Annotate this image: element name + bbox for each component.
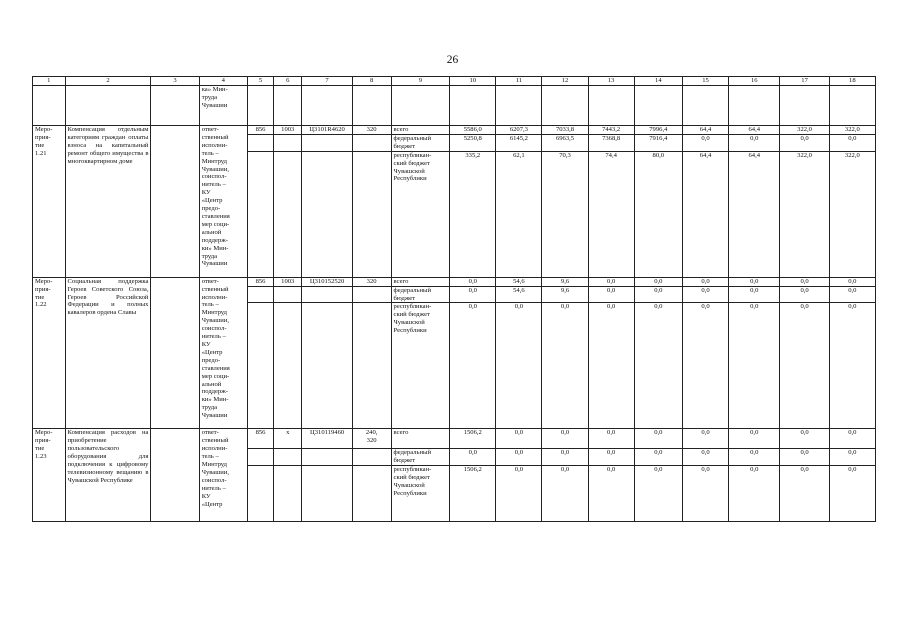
funding-source: федеральный бюджет — [391, 286, 450, 303]
value-cell: 0,0 — [729, 303, 780, 429]
value-cell: 0,0 — [682, 286, 728, 303]
value-cell: 0,0 — [780, 277, 829, 286]
rzpr-code: 1003 — [274, 126, 302, 135]
csr-code: Ц3101R4620 — [302, 126, 352, 135]
measure-label: Меро- прия- тие 1.23 — [33, 429, 66, 522]
value-cell: 0,0 — [634, 429, 682, 449]
measure-executor: ответ- ственный исполни- тель – Минтруд Чувашии, соиспол- нитель – КУ «Центр предо- ставления мер соци- альной поддерж- ки» Мин- труда Чувашии — [199, 126, 247, 278]
value-cell: 0,0 — [634, 466, 682, 522]
funding-source: федеральный бюджет — [391, 134, 450, 151]
value-cell: 5250,8 — [450, 134, 496, 151]
value-cell: 0,0 — [588, 303, 634, 429]
value-cell: 0,0 — [829, 277, 875, 286]
col-header: 3 — [151, 77, 199, 86]
value-cell: 64,4 — [729, 126, 780, 135]
value-cell: 0,0 — [729, 429, 780, 449]
value-cell: 0,0 — [729, 466, 780, 522]
value-cell: 0,0 — [780, 449, 829, 466]
col-header: 8 — [352, 77, 391, 86]
vr-code: 240, 320 — [352, 429, 391, 449]
value-cell: 0,0 — [829, 134, 875, 151]
funding-source: республикан- ский бюджет Чувашской Республики — [391, 466, 450, 522]
measure-name: Компенсация отдельным категориям граждан оплаты взноса на капитальный ремонт общего имущества в многоквартирном доме — [65, 126, 151, 278]
measure-row-total — [33, 126, 876, 135]
value-cell: 0,0 — [634, 449, 682, 466]
value-cell: 0,0 — [729, 134, 780, 151]
value-cell: 0,0 — [780, 286, 829, 303]
col-header: 2 — [65, 77, 151, 86]
col-header: 9 — [391, 77, 450, 86]
value-cell: 7443,2 — [588, 126, 634, 135]
value-cell: 322,0 — [780, 126, 829, 135]
value-cell: 7368,8 — [588, 134, 634, 151]
value-cell: 6963,5 — [542, 134, 588, 151]
value-cell: 1506,2 — [450, 429, 496, 449]
measure-name: Компенсация расходов на приобретение пользовательского оборудования для подключения к цифровому телевизионному вещанию в Чувашской Республике — [65, 429, 151, 522]
page-number: 26 — [446, 54, 459, 66]
column-number-row — [33, 77, 876, 86]
measure-executor: ответ- ственный исполни- тель – Минтруд Чувашии, соиспол- нитель – КУ «Центр — [199, 429, 247, 522]
col-header: 12 — [542, 77, 588, 86]
funding-source: всего — [391, 277, 450, 286]
value-cell: 0,0 — [496, 429, 542, 449]
funding-source: всего — [391, 126, 450, 135]
value-cell: 0,0 — [829, 449, 875, 466]
csr-code: Ц310119460 — [302, 429, 352, 449]
grbs-code: 856 — [247, 126, 273, 135]
value-cell: 0,0 — [682, 277, 728, 286]
rzpr-code: 1003 — [274, 277, 302, 286]
value-cell: 0,0 — [450, 286, 496, 303]
value-cell: 0,0 — [829, 303, 875, 429]
value-cell: 0,0 — [829, 429, 875, 449]
measure-executor: ответ- ственный исполни- тель – Минтруд Чувашии, соиспол- нитель – КУ «Центр предо- ставления мер соци- альной поддерж- ки» Мин- труда Чувашии — [199, 277, 247, 429]
value-cell: 335,2 — [450, 151, 496, 277]
value-cell: 54,6 — [496, 277, 542, 286]
value-cell: 6207,3 — [496, 126, 542, 135]
value-cell: 0,0 — [496, 303, 542, 429]
value-cell: 0,0 — [450, 449, 496, 466]
value-cell: 0,0 — [682, 303, 728, 429]
continuation-executor: ка» Мин- труда Чувашии — [199, 86, 247, 126]
value-cell: 74,4 — [588, 151, 634, 277]
value-cell: 64,4 — [729, 151, 780, 277]
measure-row-total — [33, 429, 876, 449]
value-cell: 0,0 — [682, 429, 728, 449]
value-cell: 0,0 — [682, 466, 728, 522]
col-header: 15 — [682, 77, 728, 86]
value-cell: 0,0 — [588, 286, 634, 303]
value-cell: 7916,4 — [634, 134, 682, 151]
measure-name: Социальная поддержка Героев Советского Союза, Героев Российской Федерации и полных кавалеров ордена Славы — [65, 277, 151, 429]
grbs-code: 856 — [247, 429, 273, 449]
value-cell: 0,0 — [588, 429, 634, 449]
value-cell: 0,0 — [829, 286, 875, 303]
funding-source: республикан- ский бюджет Чувашской Республики — [391, 303, 450, 429]
csr-code: Ц310152520 — [302, 277, 352, 286]
value-cell: 0,0 — [588, 449, 634, 466]
value-cell: 0,0 — [450, 277, 496, 286]
col-header: 6 — [274, 77, 302, 86]
value-cell: 0,0 — [634, 286, 682, 303]
col-header: 4 — [199, 77, 247, 86]
vr-code: 320 — [352, 126, 391, 135]
value-cell: 0,0 — [542, 449, 588, 466]
value-cell: 0,0 — [780, 466, 829, 522]
rzpr-code: x — [274, 429, 302, 449]
value-cell: 0,0 — [729, 277, 780, 286]
measure-label: Меро- прия- тие 1.22 — [33, 277, 66, 429]
continuation-row — [33, 86, 876, 126]
value-cell: 0,0 — [729, 449, 780, 466]
col-header: 14 — [634, 77, 682, 86]
value-cell: 0,0 — [542, 429, 588, 449]
value-cell: 322,0 — [829, 126, 875, 135]
value-cell: 0,0 — [729, 286, 780, 303]
funding-source: федеральный бюджет — [391, 449, 450, 466]
col-header: 5 — [247, 77, 273, 86]
value-cell: 9,6 — [542, 277, 588, 286]
col-header: 11 — [496, 77, 542, 86]
value-cell: 0,0 — [634, 303, 682, 429]
value-cell: 0,0 — [450, 303, 496, 429]
measure-row-total — [33, 277, 876, 286]
value-cell: 0,0 — [682, 449, 728, 466]
value-cell: 7996,4 — [634, 126, 682, 135]
value-cell: 0,0 — [634, 277, 682, 286]
value-cell: 0,0 — [780, 134, 829, 151]
funding-source: всего — [391, 429, 450, 449]
value-cell: 0,0 — [829, 466, 875, 522]
value-cell: 0,0 — [588, 277, 634, 286]
value-cell: 0,0 — [780, 429, 829, 449]
col-header: 13 — [588, 77, 634, 86]
col-header: 7 — [302, 77, 352, 86]
col-header: 17 — [780, 77, 829, 86]
value-cell: 80,0 — [634, 151, 682, 277]
program-table — [32, 76, 876, 522]
value-cell: 0,0 — [780, 303, 829, 429]
value-cell: 1506,2 — [450, 466, 496, 522]
col-header: 16 — [729, 77, 780, 86]
value-cell: 5586,0 — [450, 126, 496, 135]
funding-source: республикан- ский бюджет Чувашской Республики — [391, 151, 450, 277]
value-cell: 6145,2 — [496, 134, 542, 151]
value-cell: 64,4 — [682, 126, 728, 135]
col-header: 1 — [33, 77, 66, 86]
col-header: 18 — [829, 77, 875, 86]
vr-code: 320 — [352, 277, 391, 286]
value-cell: 70,3 — [542, 151, 588, 277]
value-cell: 0,0 — [542, 466, 588, 522]
grbs-code: 856 — [247, 277, 273, 286]
value-cell: 322,0 — [780, 151, 829, 277]
measure-label: Меро- прия- тие 1.21 — [33, 126, 66, 278]
value-cell: 322,0 — [829, 151, 875, 277]
value-cell: 0,0 — [588, 466, 634, 522]
value-cell: 0,0 — [682, 134, 728, 151]
col-header: 10 — [450, 77, 496, 86]
value-cell: 0,0 — [496, 449, 542, 466]
value-cell: 64,4 — [682, 151, 728, 277]
value-cell: 0,0 — [496, 466, 542, 522]
value-cell: 62,1 — [496, 151, 542, 277]
value-cell: 9,6 — [542, 286, 588, 303]
value-cell: 0,0 — [542, 303, 588, 429]
value-cell: 54,6 — [496, 286, 542, 303]
value-cell: 7033,8 — [542, 126, 588, 135]
